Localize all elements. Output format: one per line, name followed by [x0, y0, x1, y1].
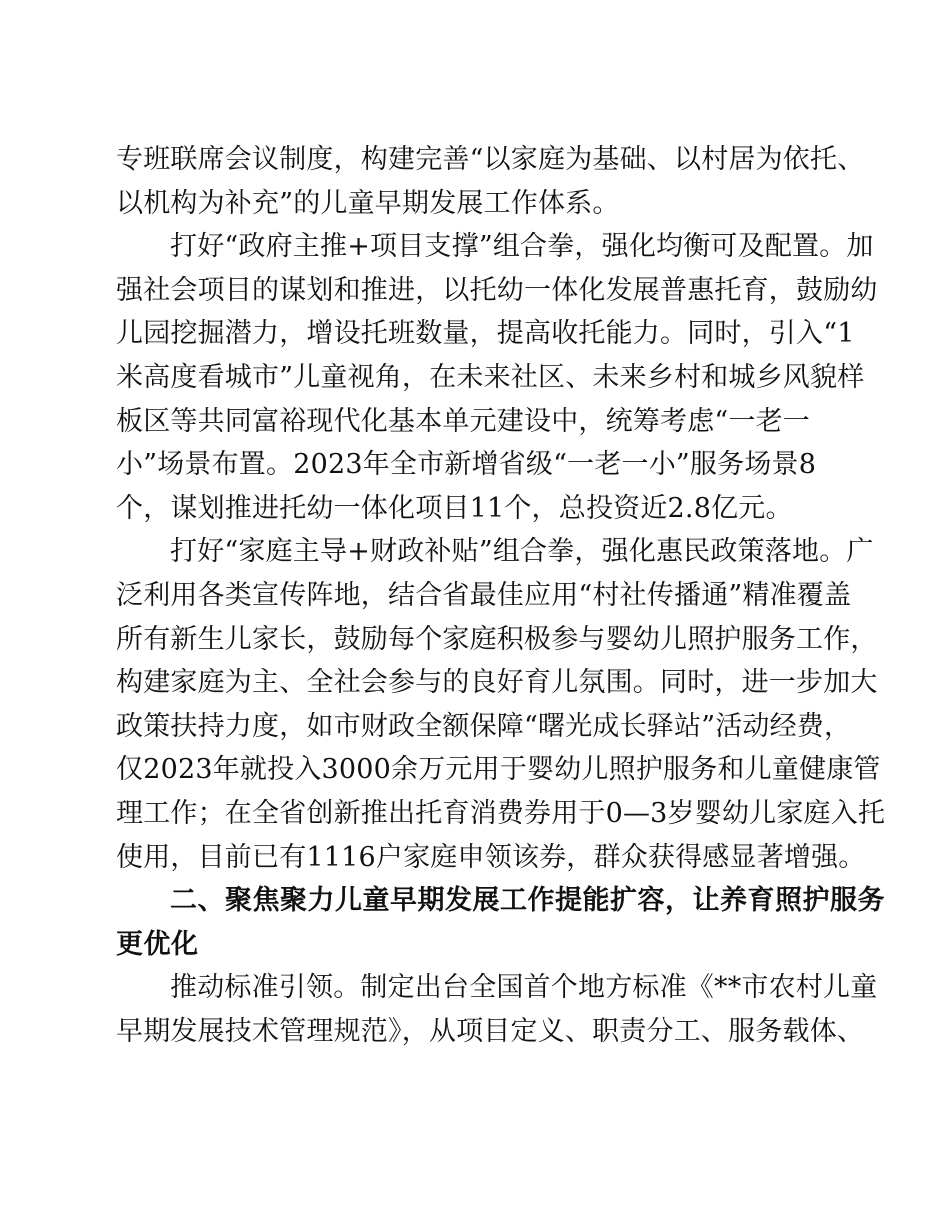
text-line: 构建家庭为主、全社会参与的良好育儿氛围。同时，进一步加大: [116, 667, 878, 699]
text-line: 小”场景布置。2023年全市新增省级“一老一小”服务场景8: [116, 449, 817, 481]
text-line: 所有新生儿家长，鼓励每个家庭积极参与婴幼儿照护服务工作，: [116, 623, 878, 655]
text-line: 米高度看城市”儿童视角，在未来社区、未来乡村和城乡风貌样: [116, 361, 865, 393]
text-line: 政策扶持力度，如市财政全额保障“曙光成长驿站”活动经费，: [116, 710, 852, 742]
text-line: 强社会项目的谋划和推进，以托幼一体化发展普惠托育，鼓励幼: [116, 274, 878, 306]
text-line: 仅2023年就投入3000余万元用于婴幼儿照护服务和儿童健康管: [116, 754, 881, 786]
text-line: 专班联席会议制度，构建完善“以家庭为基础、以村居为依托、: [116, 144, 865, 175]
document-body: [116, 138, 886, 1053]
paragraph-start-line: 打好“家庭主导+财政补贴”组合拳，强化惠民政策落地。广: [170, 536, 874, 568]
text-line: 早期发展技术管理规范》，从项目定义、职责分工、服务载体、: [116, 1015, 865, 1047]
text-line: 儿园挖掘潜力，增设托班数量，提高收托能力。同时，引入“1: [116, 318, 855, 350]
text-line: 理工作；在全省创新推出托育消费券用于0—3岁婴幼儿家庭入托: [116, 797, 886, 829]
paragraph-start-line: 打好“政府主推+项目支撑”组合拳，强化均衡可及配置。加: [170, 231, 874, 263]
text-line: 板区等共同富裕现代化基本单元建设中，统筹考虑“一老一: [116, 405, 811, 437]
text-line: 泛利用各类宣传阵地，结合省最佳应用“村社传播通”精准覆盖: [116, 579, 852, 611]
text-line: 使用，目前已有1116户家庭申领该券，群众获得感显著增强。: [116, 841, 866, 873]
section-heading-line: 更优化: [116, 928, 199, 960]
text-line: 个，谋划推进托幼一体化项目11个，总投资近2.8亿元。: [116, 492, 793, 524]
text-line: 以机构为补充”的儿童早期发展工作体系。: [116, 187, 620, 219]
paragraph-start-line: 推动标准引领。制定出台全国首个地方标准《**市农村儿童: [170, 972, 878, 1004]
section-heading-line: 二、聚焦聚力儿童早期发展工作提能扩容，让养育照护服务: [170, 885, 885, 917]
